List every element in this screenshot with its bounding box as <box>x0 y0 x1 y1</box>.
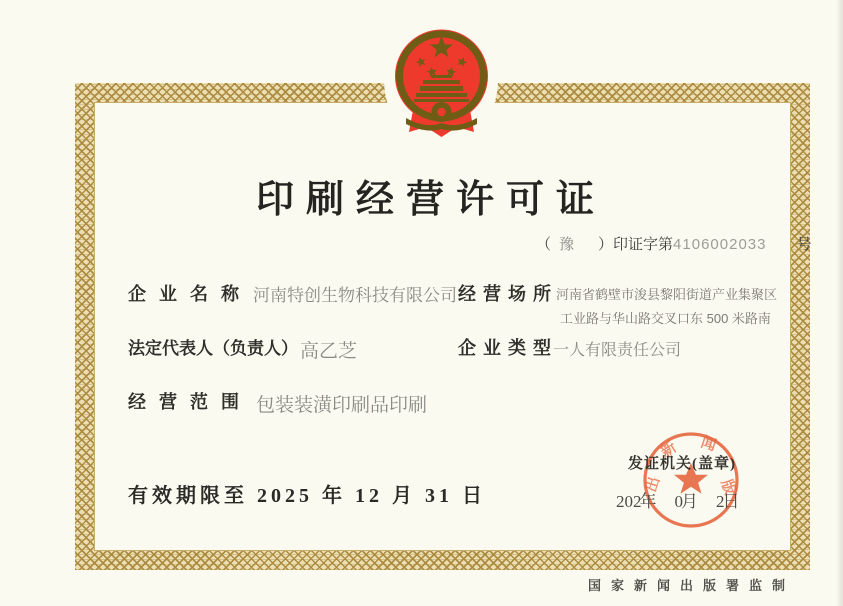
certificate-number: 4106002033 <box>673 236 767 253</box>
svg-text:出: 出 <box>643 474 664 495</box>
certificate-title: 印刷经营许可证 <box>255 179 606 221</box>
premises-label: 经营场所 <box>458 284 558 304</box>
issue-year: 202 <box>616 492 642 511</box>
issue-day: 2 <box>716 492 725 511</box>
day-unit: 日 <box>722 492 740 511</box>
region-code: 豫 <box>559 237 575 253</box>
supervising-authority-footer: 国家新闻出版署监制 <box>588 578 796 593</box>
company-name-label: 企业名称 <box>128 284 252 304</box>
paren-open: （ <box>536 237 552 253</box>
issue-date <box>616 487 740 512</box>
number-prefix: ）印证字第 <box>598 237 674 253</box>
national-emblem-icon <box>393 18 490 143</box>
business-scope-label: 经营范围 <box>128 392 252 412</box>
issuing-authority-label: 发证机关(盖章) <box>628 456 736 472</box>
month-unit: 月 <box>681 492 698 511</box>
premises-address-line1: 河南省鹤壁市浚县黎阳街道产业集聚区 <box>556 287 778 302</box>
company-type-value: 一人有限责任公司 <box>553 342 682 359</box>
number-suffix: 号 <box>796 237 812 253</box>
certificate-number-line <box>536 233 812 254</box>
scan-edge-shadow <box>836 0 843 606</box>
business-scope-value: 包装装潢印刷品印刷 <box>256 395 428 416</box>
validity-period: 有效期限至 2025 年 12 月 31 日 <box>128 485 486 507</box>
premises-address-line2: 工业路与华山路交叉口东 500 米路南 <box>560 311 771 326</box>
svg-text:新: 新 <box>658 439 680 461</box>
company-name-value: 河南特创生物科技有限公司 <box>253 286 457 305</box>
legal-representative-label: 法定代表人（负责人） <box>128 339 298 358</box>
issue-month: 0 <box>674 492 683 511</box>
official-red-seal <box>641 430 741 530</box>
year-unit: 年 <box>639 492 657 511</box>
svg-text:版: 版 <box>717 477 738 498</box>
svg-text:闻: 闻 <box>698 434 719 455</box>
legal-representative-value: 高乙芝 <box>300 341 358 362</box>
company-type-label: 企业类型 <box>458 338 558 358</box>
